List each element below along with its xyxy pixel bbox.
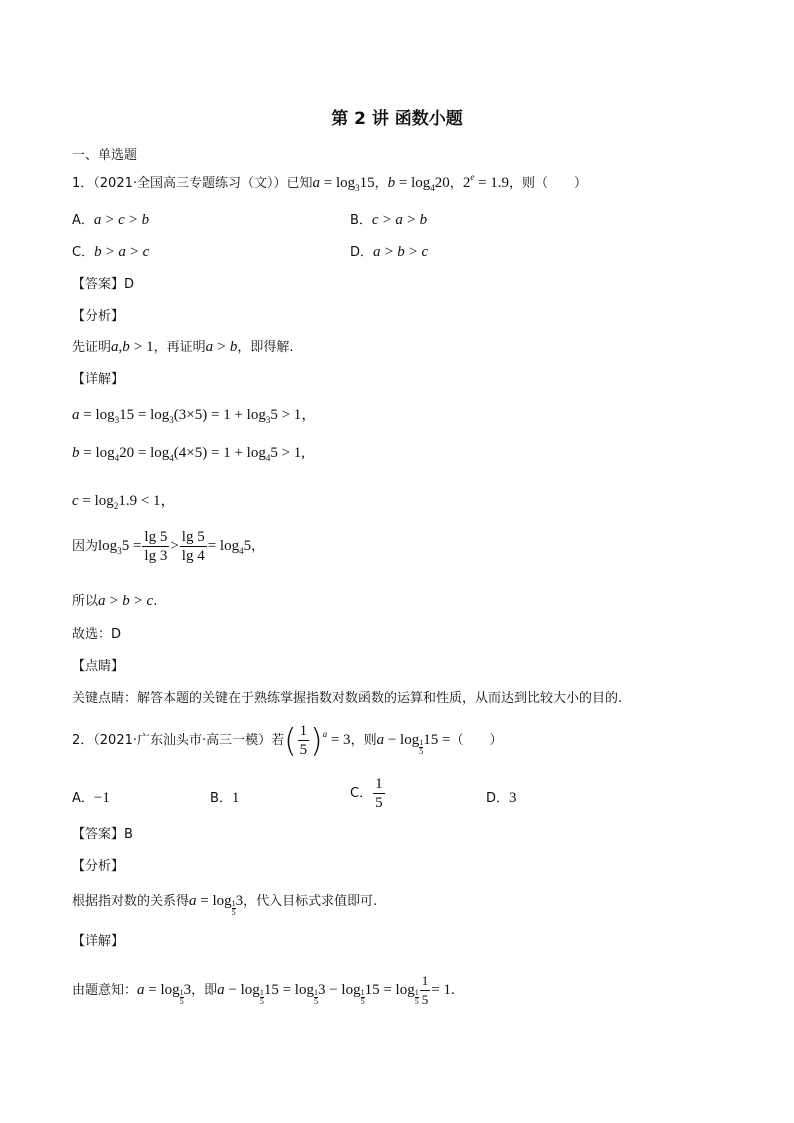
q2-detail-text: 由题意知：a = log $\frac{1}{5}$ 3，即a − log $\frac{1}{5}$ 15 = log $\frac{1}{5}$ 3 − log $\frac{1}{5}$ 15 = log $\frac{1}{5}$ $\frac{1}{5}$ = 1. (72, 973, 455, 1007)
q2-option-a: A．−1 (72, 790, 110, 806)
q2-detail-label: 【详解】 (72, 934, 125, 949)
q2-analysis-label: 【分析】 (72, 859, 125, 874)
q2-option-c: C． $\frac{1}{5}$ (350, 776, 383, 811)
q1-option-b: B．c > a > b (350, 212, 428, 228)
q1-option-c: C．b > a > c (72, 244, 150, 260)
q1-analysis-text: 先证明a,b > 1，再证明a > b，即得解. (72, 339, 294, 355)
question-2-stem: 2．（2021·广东汕头市·高三一模）若( $\frac{1}{5}$ )$^a$ = 3，则a − log $\frac{1}{5}$ 15 =（ ） (72, 721, 503, 760)
q1-e-def: $2^e = 1.9$ (462, 172, 510, 191)
page-title: 第 2 讲 函数小题 (331, 109, 463, 129)
q1-answer: 【答案】D (72, 277, 135, 292)
q2-expression: a − log $\frac{1}{5}$ 15 = (376, 731, 451, 756)
q1-step-5: 所以a > b > c. (72, 593, 158, 609)
q2-option-d: D．3 (486, 790, 517, 806)
q1-comment: 关键点睛：解答本题的关键在于熟练掌握指数对数函数的运算和性质，从而达到比较大小的目的. (72, 691, 623, 706)
q1-step-4: 因为$\log_35$ = $\frac{\lg 5}{\lg 3}$ > $\frac{\lg 5}{\lg 4}$ = $\log_45$， (72, 529, 265, 564)
q1-step-3: $c = \log_21.9 < 1$， (72, 493, 176, 511)
q1-step-1: $a = \log_315 = \log_3(3\times 5) = 1 + \log_35 > 1$， (72, 407, 317, 425)
q1-analysis-label: 【分析】 (72, 309, 125, 324)
q2-option-b: B．1 (210, 790, 240, 806)
q1-a-def: $a = \log_315$ (312, 175, 375, 193)
q1-step-2: $b = \log_420 = \log_4(4\times 5) = 1 + \log_45 > 1$, (72, 445, 306, 463)
q1-option-a: A．a > c > b (72, 212, 150, 228)
q1-comment-label: 【点睛】 (72, 659, 125, 674)
q2-condition: ( $\frac{1}{5}$ )$^a$ = 3 (284, 721, 351, 760)
section-heading: 一、单选题 (72, 148, 138, 163)
q2-answer: 【答案】B (72, 827, 133, 842)
q1-option-d: D．a > b > c (350, 244, 429, 260)
q2-analysis-text: 根据指对数的关系得a = log $\frac{1}{5}$ 3，代入目标式求值即可. (72, 893, 378, 917)
question-1-stem: 1．（2021·全国高三专题练习（文））已知$a = \log_315$，$b = \log_420$，$2^e = 1.9$，则（ ） (72, 172, 588, 193)
q1-b-def: $b = \log_420$ (387, 175, 450, 193)
q1-choose: 故选：D (72, 627, 122, 642)
q1-detail-label: 【详解】 (72, 372, 125, 387)
